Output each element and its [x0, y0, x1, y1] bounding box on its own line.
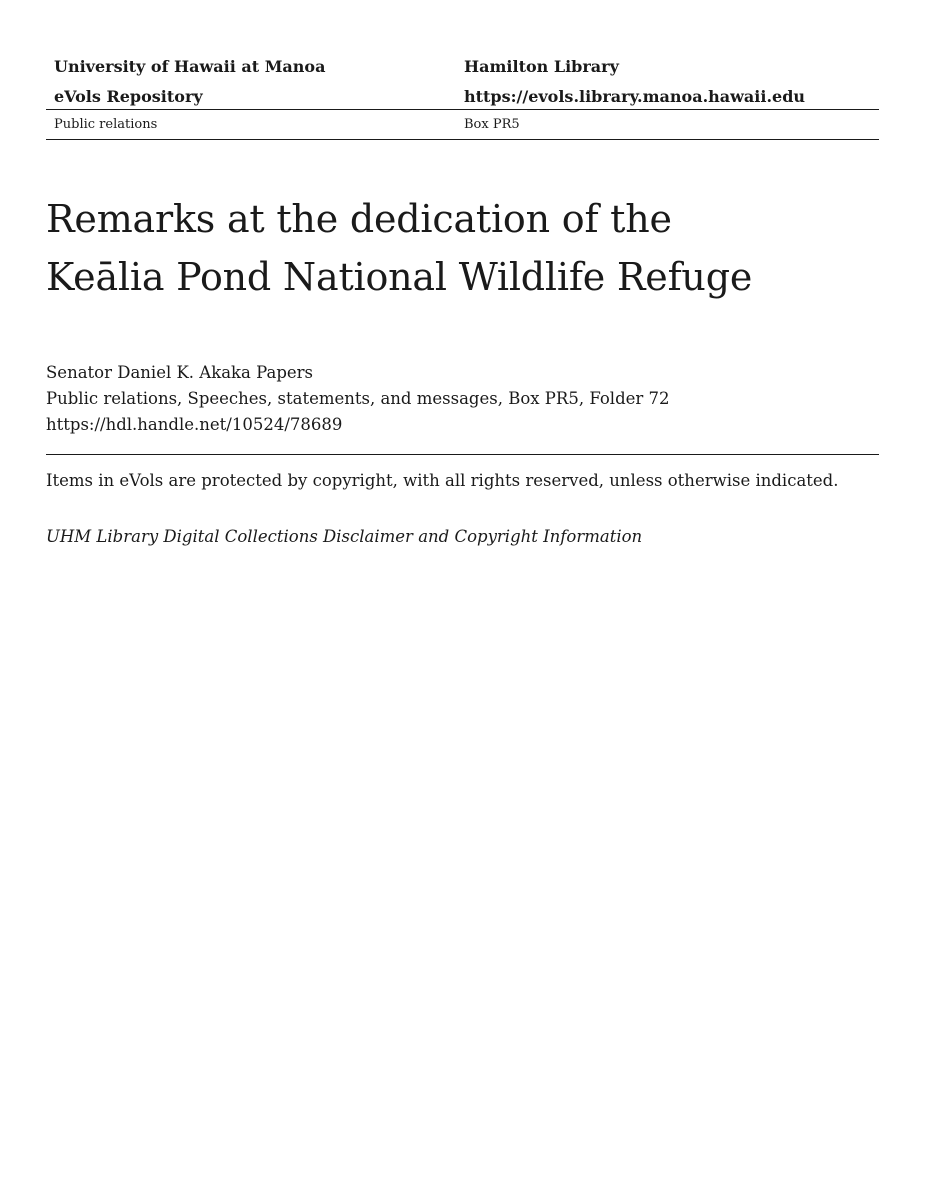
- box-label: Box PR5: [464, 117, 520, 132]
- title-line-1: Remarks at the dedication of the: [46, 197, 672, 241]
- header-table: [46, 52, 879, 140]
- document-title: [46, 190, 879, 306]
- title-line-2: Keālia Pond National Wildlife Refuge: [46, 255, 753, 299]
- repository-name: eVols Repository: [54, 87, 203, 106]
- divider: [46, 454, 879, 455]
- series-name: Public relations: [54, 117, 158, 132]
- disclaimer-link[interactable]: UHM Library Digital Collections Disclaimer and Copyright Information: [46, 527, 643, 546]
- institution-name: University of Hawaii at Manoa: [54, 57, 326, 76]
- repository-url-link[interactable]: https://evols.library.manoa.hawaii.edu: [464, 87, 806, 106]
- copyright-notice: Items in eVols are protected by copyright, with all rights reserved, unless otherwise indicated.: [46, 471, 839, 490]
- library-name: Hamilton Library: [464, 57, 619, 76]
- header-row-1: [46, 52, 879, 82]
- header-row-3: [46, 110, 879, 140]
- collection-name: Senator Daniel K. Akaka Papers: [46, 363, 314, 382]
- handle-link[interactable]: https://hdl.handle.net/10524/78689: [46, 415, 343, 434]
- header-row-2: [46, 82, 879, 110]
- document-metadata: [46, 360, 879, 438]
- folder-location: Public relations, Speeches, statements, and messages, Box PR5, Folder 72: [46, 389, 670, 408]
